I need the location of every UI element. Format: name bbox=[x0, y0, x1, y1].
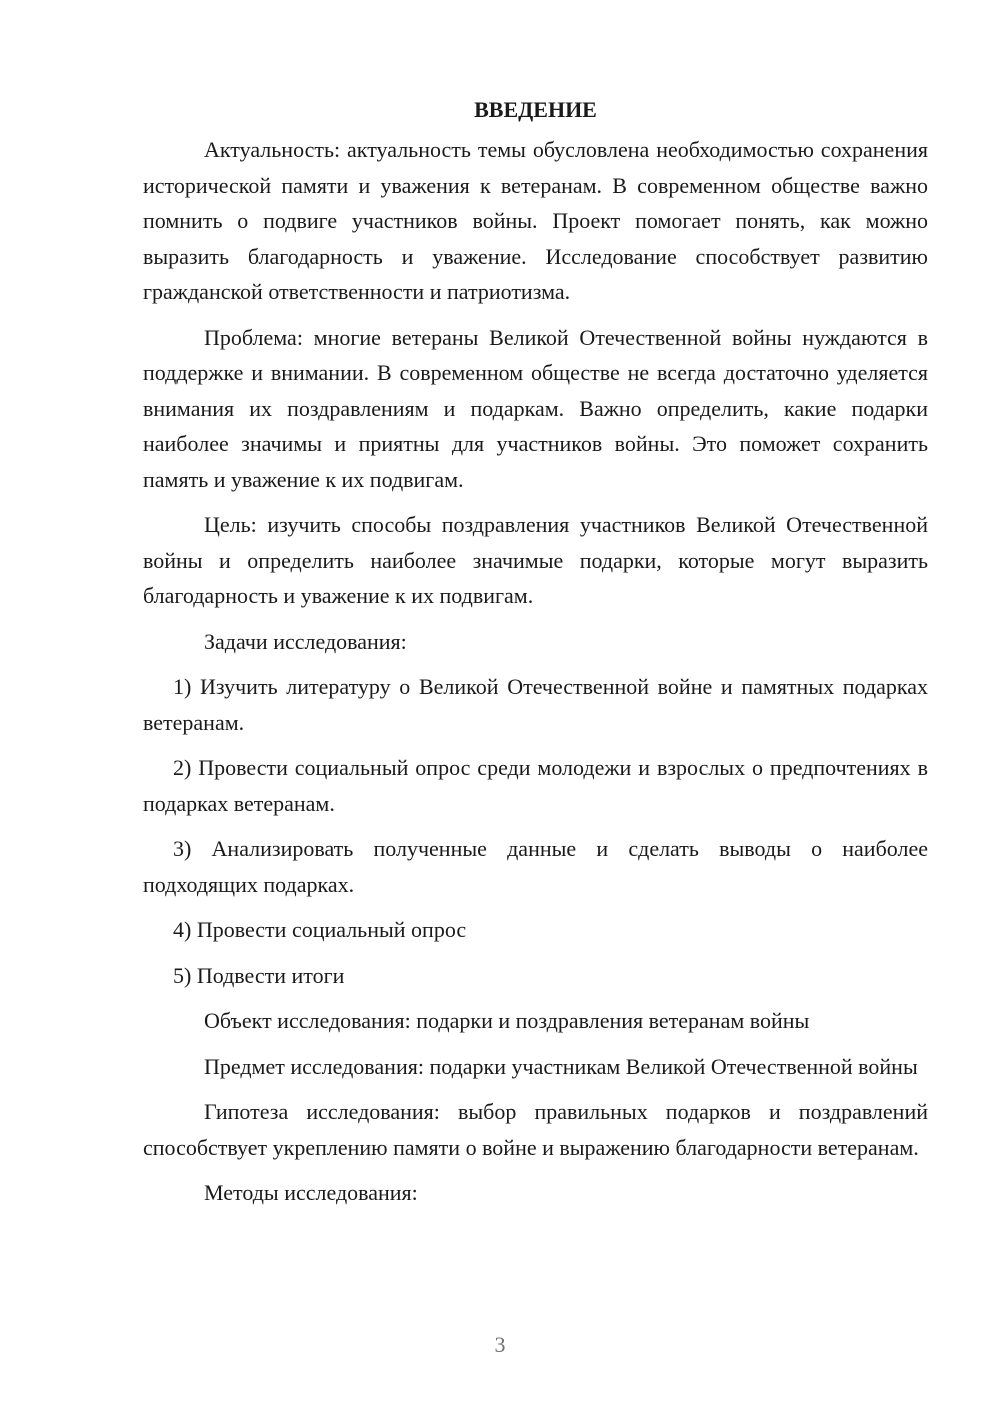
goal-paragraph: Цель: изучить способы поздравления участников Великой Отечественной войны и определить наиболее значимые подарки, которые могут выразить благодарность и уважение к их подвигам. bbox=[143, 512, 928, 608]
page-number: 3 bbox=[494, 1332, 506, 1357]
hypothesis-paragraph: Гипотеза исследования: выбор правильных подарков и поздравлений способствует укреплению памяти о войне и выражению благодарности ветеранам. bbox=[143, 1099, 928, 1160]
task-item-1: 1) Изучить литературу о Великой Отечественной войне и памятных подарках ветеранам. bbox=[143, 674, 928, 735]
tasks-heading: Задачи исследования: bbox=[204, 628, 407, 654]
object-paragraph: Объект исследования: подарки и поздравления ветеранам войны bbox=[204, 1008, 810, 1033]
task-item-2: 2) Провести социальный опрос среди молодежи и взрослых о предпочтениях в подарках ветеранам. bbox=[143, 755, 928, 816]
subject-paragraph: Предмет исследования: подарки участникам Великой Отечественной войны bbox=[204, 1053, 918, 1079]
problem-paragraph: Проблема: многие ветераны Великой Отечественной войны нуждаются в поддержке и внимании. В современном обществе не всегда достаточно уделяется внимания их поздравлениям и подаркам. Важно определить, какие подарки наиболее значимы и приятны для участников войны. Это поможет сохранить память и уважение к их подвигам. bbox=[143, 324, 928, 492]
document-page bbox=[143, 90, 928, 1211]
relevance-paragraph: Актуальность: актуальность темы обусловлена необходимостью сохранения исторической памяти и уважения к ветеранам. В современном обществе важно помнить о подвиге участников войны. Проект помогает понять, как можно выразить благодарность и уважение. Исследование способствует развитию гражданской ответственности и патриотизма. bbox=[143, 137, 928, 304]
task-item-3: 3) Анализировать полученные данные и сделать выводы о наиболее подходящих подарках. bbox=[143, 836, 928, 897]
methods-heading: Методы исследования: bbox=[204, 1180, 418, 1205]
task-item-5: 5) Подвести итоги bbox=[173, 962, 345, 988]
page-title: ВВЕДЕНИЕ bbox=[474, 97, 597, 122]
task-item-4: 4) Провести социальный опрос bbox=[173, 917, 467, 942]
